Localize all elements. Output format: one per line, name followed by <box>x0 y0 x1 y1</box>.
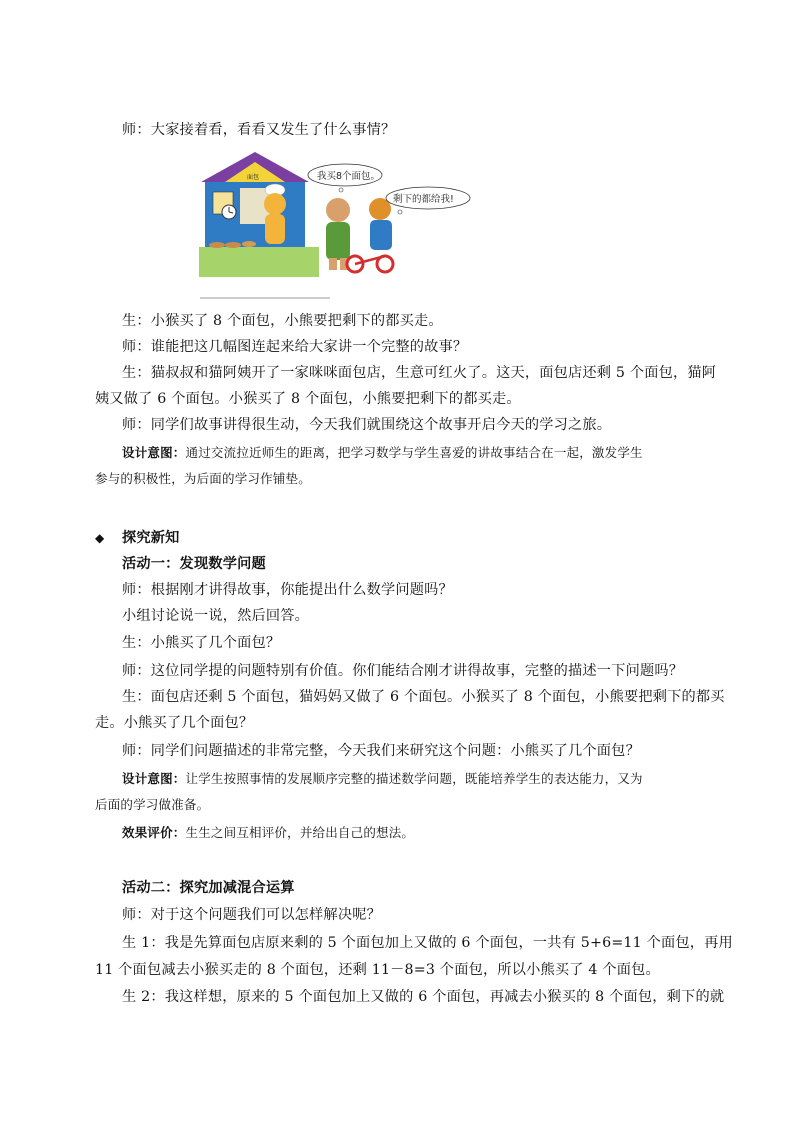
shop-sign-text: 面包 <box>247 174 260 181</box>
effect-evaluation-note: 效果评价：生生之间互相评价，并给出自己的想法。 <box>122 825 415 840</box>
bread-icon <box>225 242 241 248</box>
paragraph: 生：小猴买了 8 个面包，小熊要把剩下的都买走。 <box>122 313 443 329</box>
monkey-body <box>326 222 350 260</box>
paragraph: 师：同学们故事讲得很生动，今天我们就围绕这个故事开启今天的学习之旅。 <box>122 417 612 433</box>
cat-baker-head <box>264 193 286 215</box>
cat-baker-body <box>265 214 285 244</box>
paragraph: 师：谁能把这几幅图连起来给大家讲一个完整的故事？ <box>122 339 468 355</box>
bakery-story-illustration <box>195 152 480 302</box>
design-intent-note: 设计意图：通过交流拉近师生的距离，把学习数学与学生喜爱的讲故事结合在一起，激发学生 <box>122 445 643 460</box>
design-intent-label: 设计意图： <box>122 771 186 786</box>
paragraph: 生：面包店还剩 5 个面包，猫妈妈又做了 6 个面包。小猴买了 8 个面包，小熊要把剩下的都买 <box>122 689 725 705</box>
paragraph: 生：猫叔叔和猫阿姨开了一家咪咪面包店，生意可红火了。这天，面包店还剩 5 个面包，猫阿 <box>122 365 717 381</box>
paragraph: 生 1：我是先算面包店原来剩的 5 个面包加上又做的 6 个面包，一共有 5+6=11 个面包，再用 <box>122 935 733 951</box>
activity-heading: 活动二：探究加减混合运算 <box>122 880 295 896</box>
paragraph: 师：根据刚才讲得故事，你能提出什么数学问题吗？ <box>122 582 453 598</box>
design-intent-note-cont: 参与的积极性，为后面的学习作铺垫。 <box>95 471 311 486</box>
paragraph: 走。小熊买了几个面包？ <box>95 715 254 731</box>
paragraph: 师：大家接着看，看看又发生了什么事情？ <box>122 122 396 138</box>
paragraph: 师：对于这个问题我们可以怎样解决呢？ <box>122 907 381 923</box>
bullet-icon: ◆ <box>95 531 105 545</box>
design-intent-note: 设计意图：让学生按照事情的发展顺序完整的描述数学问题，既能培养学生的表达能力，又为 <box>122 771 643 786</box>
paragraph: 11 个面包减去小猴买走的 8 个面包，还剩 11－8=3 个面包，所以小熊买了 4 个面包。 <box>95 962 660 978</box>
paragraph: 姨又做了 6 个面包。小猴买了 8 个面包，小熊要把剩下的都买走。 <box>95 391 521 407</box>
bubble-text: 剩下的都给我! <box>393 194 454 205</box>
effect-evaluation-label: 效果评价： <box>122 825 186 840</box>
paragraph: 师：这位同学提的问题特别有价值。你们能结合刚才讲得故事，完整的描述一下问题吗？ <box>122 663 684 679</box>
bread-icon <box>209 242 225 248</box>
activity-heading: 活动一：发现数学问题 <box>122 556 266 572</box>
monkey-head <box>326 198 350 222</box>
section-heading: 探究新知 <box>122 530 180 546</box>
design-intent-label: 设计意图： <box>122 445 186 460</box>
bear-body <box>370 220 392 250</box>
paragraph: 生 2：我这样想，原来的 5 个面包加上又做的 6 个面包，再减去小猴买的 8 个面包，剩下的就 <box>122 989 725 1005</box>
paragraph: 师：同学们问题描述的非常完整，今天我们来研究这个问题：小熊买了几个面包？ <box>122 743 640 759</box>
shop-counter <box>199 247 319 277</box>
bubble-text: 我买8个面包。 <box>317 171 381 182</box>
design-intent-note-cont: 后面的学习做准备。 <box>95 797 210 812</box>
bread-icon <box>242 241 256 247</box>
paragraph: 小组讨论说一说，然后回答。 <box>122 608 310 624</box>
paragraph: 生：小熊买了几个面包？ <box>122 635 281 651</box>
